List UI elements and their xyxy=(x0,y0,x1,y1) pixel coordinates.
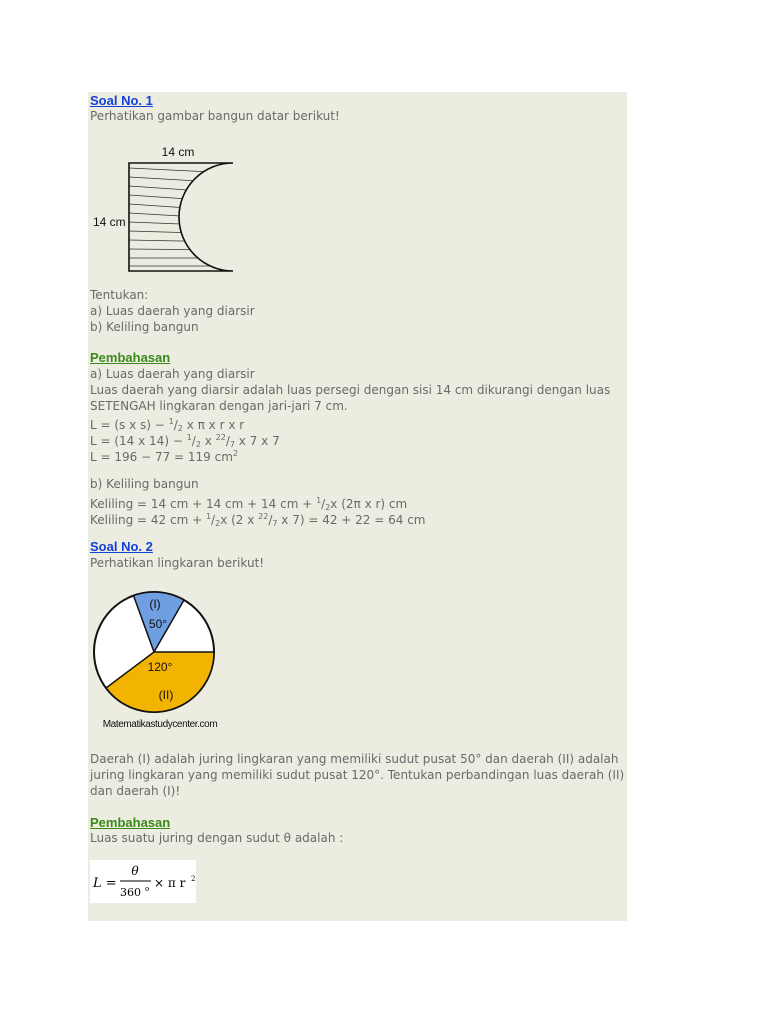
sector-area-formula xyxy=(90,860,196,903)
question-a: a) Luas daerah yang diarsir xyxy=(90,304,255,318)
description-line-3: dan daerah (I)! xyxy=(90,784,181,798)
soal-2-link[interactable]: Soal No. 2 xyxy=(90,539,153,554)
top-length-label: 14 cm xyxy=(161,145,195,159)
tentukan-label: Tentukan: xyxy=(90,288,149,302)
question-b: b) Keliling bangun xyxy=(90,320,199,334)
answer-a-heading: a) Luas daerah yang diarsir xyxy=(90,367,255,381)
formula-denominator: 360 xyxy=(120,886,141,899)
formula-lhs: L = xyxy=(93,876,117,891)
region-1-label: (I) xyxy=(149,597,161,611)
formula-line-1: L = (s x $s) - ^1/_2$ x π x r x r xyxy=(90,417,245,433)
circle-sectors-figure xyxy=(90,588,230,736)
answer-b-heading: b) Keliling bangun xyxy=(90,477,199,491)
region-1-angle: 50° xyxy=(148,617,168,631)
formula-line-3: L = 196 − 77 = 119 $cm^2$ xyxy=(90,449,239,464)
explanation-line-2: SETENGAH lingkaran dengan jari-jari 7 cm. xyxy=(90,399,348,413)
soal-2-intro: Perhatikan lingkaran berikut! xyxy=(90,556,265,570)
soal-1-intro: Perhatikan gambar bangun datar berikut! xyxy=(90,109,340,123)
region-2-label: (II) xyxy=(158,688,174,702)
shape-outline xyxy=(129,163,233,271)
formula-graphic xyxy=(90,860,196,903)
hatch-lines xyxy=(129,168,233,266)
side-length-label: 14 cm xyxy=(93,215,126,229)
keliling-line-1: Keliling = 14 cm + 14 cm + 14 cm + $^1/_2x$ (2π x r) cm xyxy=(90,496,408,512)
region-2-angle: 120° xyxy=(147,660,173,674)
formula-degree: o xyxy=(145,885,150,893)
keliling-line-2: Keliling = 42 cm + $^1/_2x$ (2 x $^{22}/_7$ x 7) = 42 + 22 = 64 cm xyxy=(90,512,426,528)
formula-exponent: 2 xyxy=(191,875,196,883)
pembahasan-1-link[interactable]: Pembahasan xyxy=(90,350,171,365)
shaded-square-figure xyxy=(90,140,240,275)
pembahasan-2-link[interactable]: Pembahasan xyxy=(90,815,171,830)
description-line-1: Daerah (I) adalah juring lingkaran yang memiliki sudut pusat 50° dan daerah (II) adalah xyxy=(90,752,619,766)
description-line-2: juring lingkaran yang memiliki sudut pusat 120°. Tentukan perbandingan luas daerah (II) xyxy=(90,768,625,782)
formula-numerator: θ xyxy=(131,864,139,878)
formula-line-2: L = (14 x $14) - ^1/_2$ x $^{22}/_7$ x 7 x 7 xyxy=(90,433,280,449)
explanation-line-1: Luas daerah yang diarsir adalah luas persegi dengan sisi 14 cm dikurangi dengan luas xyxy=(90,383,611,397)
watermark: Matematikastudycenter.com xyxy=(102,719,218,730)
formula-rhs: × π r xyxy=(154,876,186,890)
soal-1-link[interactable]: Soal No. 1 xyxy=(90,93,153,108)
sector-area-intro: Luas suatu juring dengan sudut θ adalah : xyxy=(90,831,344,845)
